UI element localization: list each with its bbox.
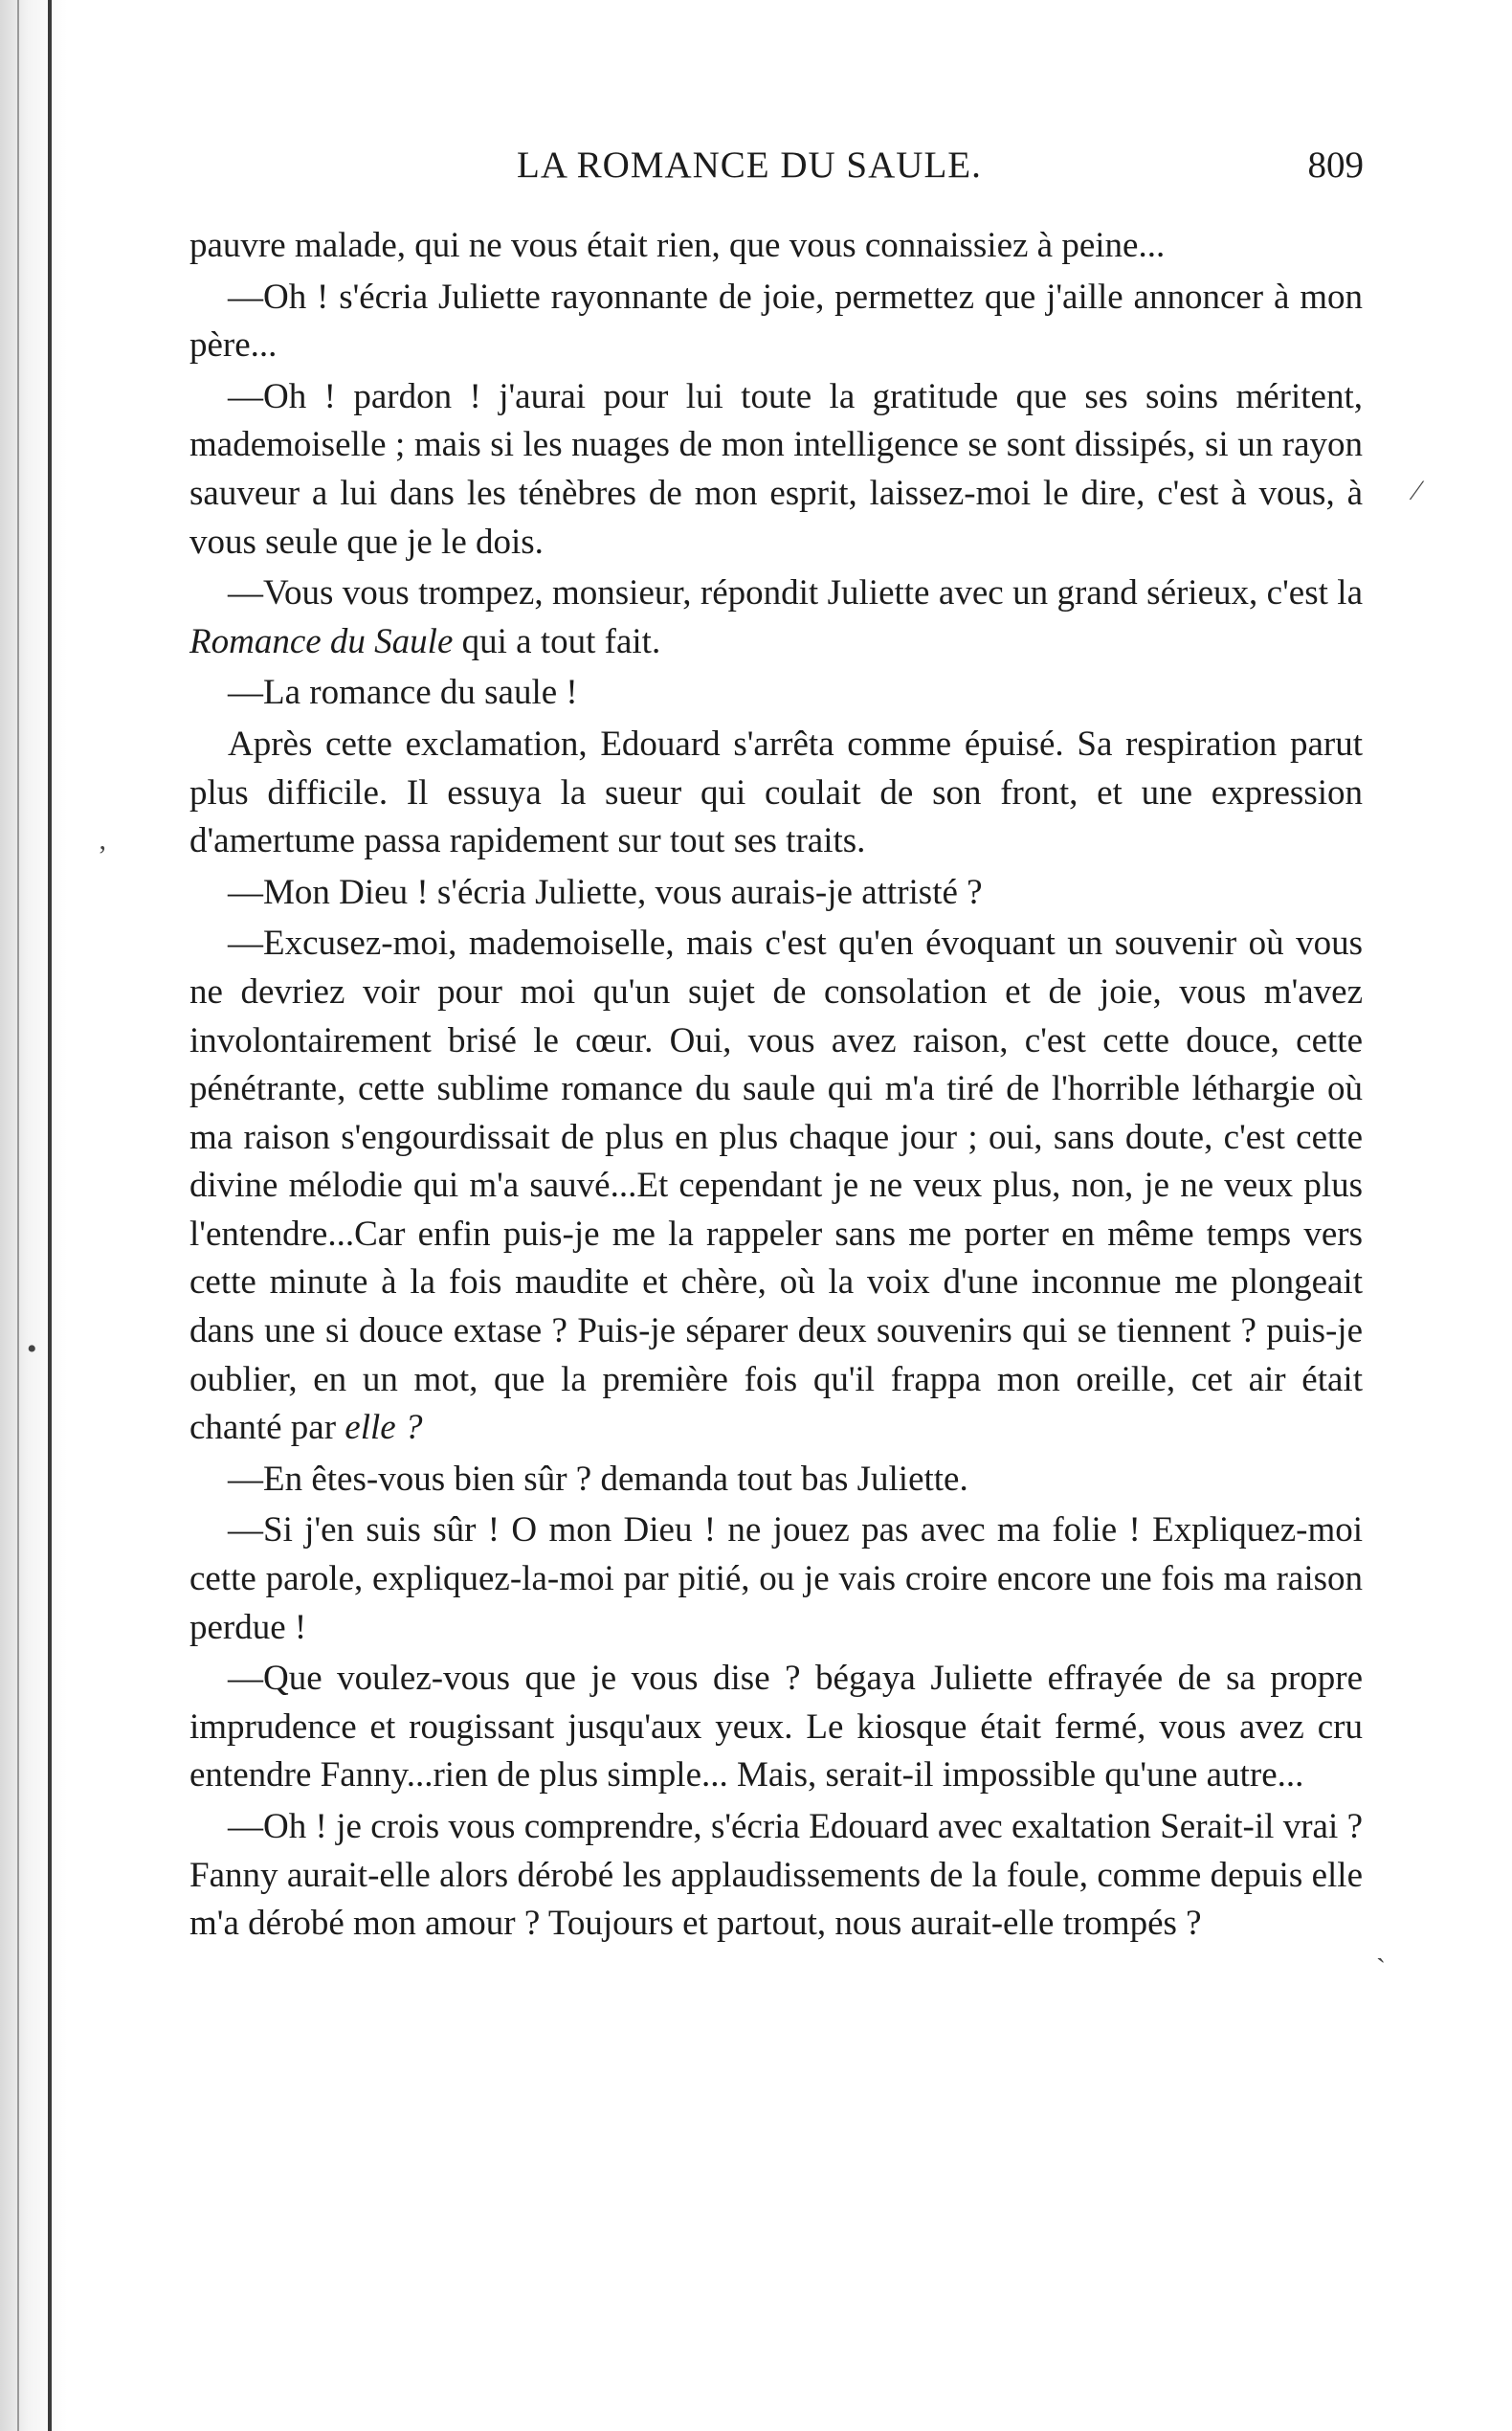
page-binding-shadow <box>0 0 92 2431</box>
paragraph <box>189 274 1363 370</box>
paragraph <box>189 669 1363 718</box>
margin-mark: ˎ <box>1376 1931 1386 1963</box>
text-segment: —Oh ! je crois vous comprendre, s'écria Edouard avec exaltation Serait-il vrai ? Fanny aurait-elle alors dérobé les applaudissements de la foule, comme depuis elle m'a dérobé mon amour ? Toujours et partout, nous aurait-elle trompés ? <box>189 1807 1363 1944</box>
text-segment: —En êtes-vous bien sûr ? demanda tout bas Juliette. <box>228 1459 968 1499</box>
binding-rule <box>48 0 52 2431</box>
text-segment: —Oh ! s'écria Juliette rayonnante de joie, permettez que j'aille annoncer à mon père... <box>189 277 1363 366</box>
margin-mark: ⁄ <box>1414 475 1420 506</box>
paragraph <box>189 1456 1363 1505</box>
paragraph <box>189 869 1363 918</box>
paragraph <box>189 1506 1363 1652</box>
text-segment: —Mon Dieu ! s'écria Juliette, vous aurais-je attristé ? <box>228 872 983 912</box>
page-header <box>187 144 1364 201</box>
paragraph <box>189 222 1363 271</box>
paragraph <box>189 569 1363 666</box>
text-segment: —La romance du saule ! <box>228 673 578 713</box>
text-segment: Après cette exclamation, Edouard s'arrêta comme épuisé. Sa respiration parut plus difficile. Il essuya la sueur qui coulait de son front, et une expression d'amertume passa rapidement sur tout ses traits. <box>189 724 1363 861</box>
page-number: 809 <box>1307 145 1364 186</box>
paragraph <box>189 373 1363 567</box>
text-segment: —Excusez-moi, mademoiselle, mais c'est qu'en évoquant un souvenir où vous ne devriez voir pour moi qu'un sujet de consolation et de joie, vous m'avez involontairement brisé le cœur. Oui, vous avez raison, c'est cette douce, cette pénétrante, cette sublime romance du saule qui m'a tiré de l'horrible léthargie où ma raison s'engourdissait de plus en plus chaque jour ; oui, sans doute, c'est cette divine mélodie qui m'a sauvé...Et cependant je ne veux plus, non, je ne veux plus l'entendre...Car enfin puis-je me la rappeler sans me porter en même temps vers cette minute à la fois maudite et chère, où la voix d'une inconnue me plongeait dans une si douce extase ? Puis-je séparer deux souvenirs qui se tiennent ? puis-je oublier, en un mot, que la première fois qu'il frappa mon oreille, cet air était chanté par <box>189 924 1363 1448</box>
italic-text: elle ? <box>345 1408 423 1448</box>
running-title: LA ROMANCE DU SAULE. <box>517 145 982 186</box>
binding-edge <box>17 0 19 2431</box>
paragraph <box>189 721 1363 866</box>
margin-mark: ʼ <box>98 840 107 872</box>
text-segment: —Oh ! pardon ! j'aurai pour lui toute la gratitude que ses soins méritent, mademoiselle ; mais si les nuages de mon intelligence se sont dissipés, si un rayon sauveur a lui dans les ténèbres de mon esprit, laissez-moi le dire, c'est à vous, à vous seule que je le dois. <box>189 376 1363 562</box>
text-segment: —Vous vous trompez, monsieur, répondit Juliette avec un grand sérieux, c'est la <box>228 573 1363 613</box>
paragraph <box>189 1655 1363 1800</box>
body-text <box>189 222 1363 1951</box>
text-segment: —Que voulez-vous que je vous dise ? bégaya Juliette effrayée de sa propre imprudence et rougissant jusqu'aux yeux. Le kiosque était fermé, vous avez cru entendre Fanny...rien de plus simple... Mais, serait-il impossible qu'une autre... <box>189 1659 1363 1795</box>
text-segment: pauvre malade, qui ne vous était rien, que vous connaissiez à peine... <box>189 226 1166 265</box>
text-segment: —Si j'en suis sûr ! O mon Dieu ! ne jouez pas avec ma folie ! Expliquez-moi cette parole, expliquez-la-moi par pitié, ou je vais croire encore une fois ma raison perdue ! <box>189 1510 1363 1647</box>
text-segment: qui a tout fait. <box>453 621 661 661</box>
paragraph <box>189 1803 1363 1949</box>
italic-text: Romance du Saule <box>189 621 454 661</box>
paragraph <box>189 920 1363 1453</box>
margin-mark: • <box>27 1333 37 1365</box>
